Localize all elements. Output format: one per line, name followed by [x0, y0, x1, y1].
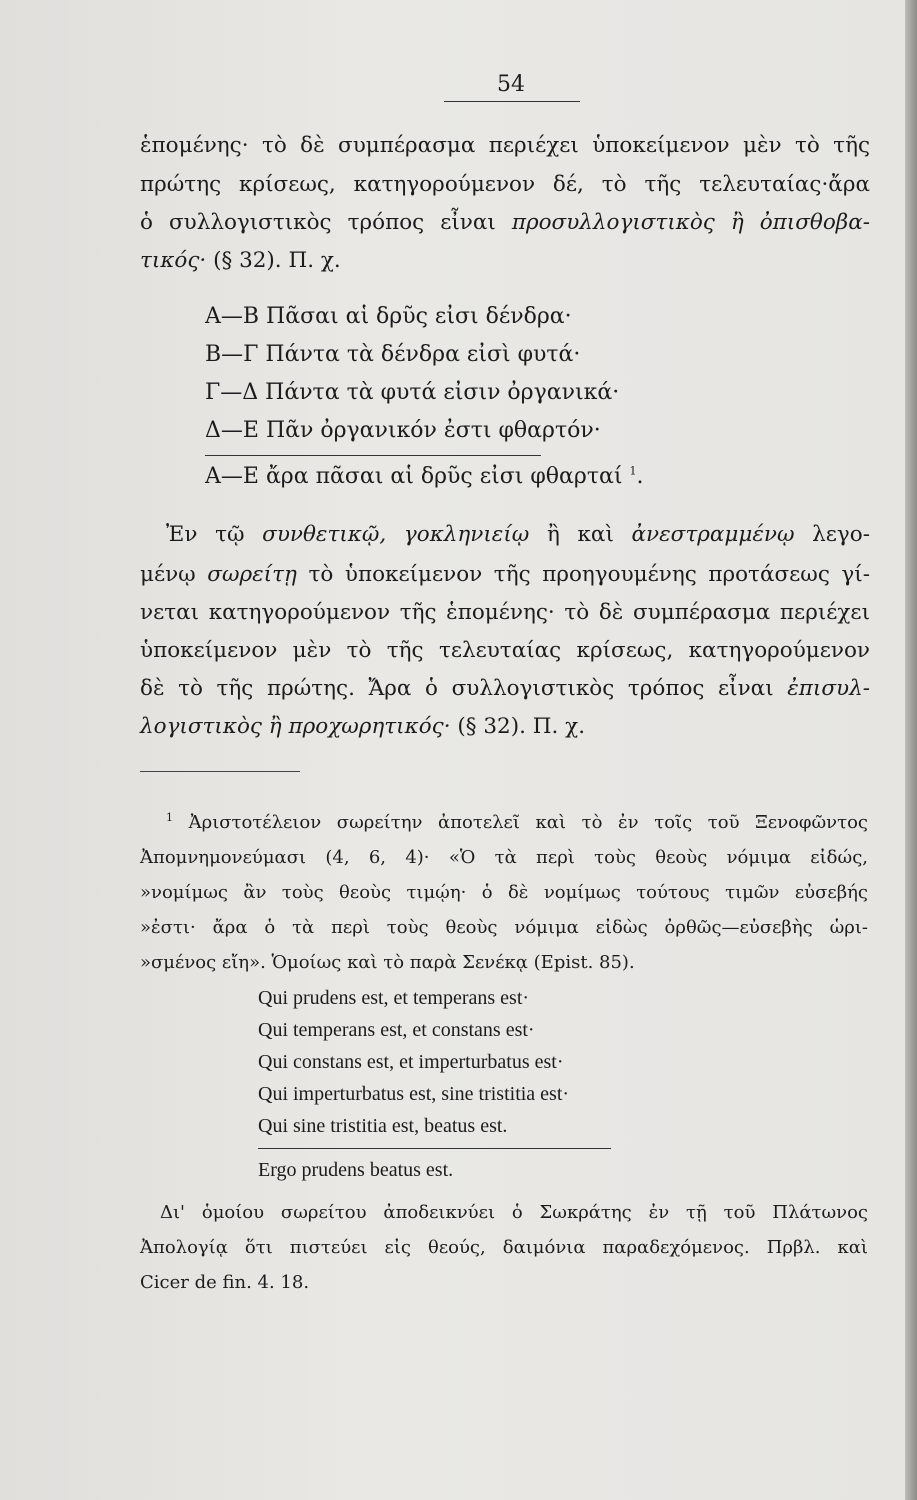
syllogism-premise: Α—Β Πᾶσαι αἱ δρῦς εἰσι δένδρα·	[205, 304, 572, 329]
latin-line: Qui temperans est, et constans est·	[258, 1019, 535, 1041]
paragraph2-line-1	[166, 520, 870, 550]
footnote-line-5: »σμένος εἴη». Ὁμοίως καὶ τὸ παρὰ Σενέκᾳ (Epist. 85).	[140, 952, 635, 973]
paragraph2-line-6	[140, 712, 870, 742]
footnote-mark: 1	[166, 811, 173, 824]
paragraph2-line-4: ὑποκείμενον μὲν τὸ τῆς τελευταίας κρίσεως, κατηγορούμενον	[140, 638, 870, 663]
latin-conclusion: Ergo prudens beatus est.	[258, 1159, 454, 1181]
closing-line-1: Δι' ὁμοίου σωρείτου ἀποδεικνύει ὁ Σωκράτης ἐν τῇ τοῦ Πλάτωνος	[160, 1202, 868, 1223]
paragraph2-line-3: νεται κατηγορούμενον τῆς ἑπομένης· τὸ δὲ συμπέρασμα περιέχει	[140, 600, 870, 625]
footnote-rule	[140, 771, 300, 772]
syllogism-premise: Γ—Δ Πάντα τὰ φυτά εἰσιν ὀργανικά·	[205, 380, 620, 405]
text-run: τὸ ὑποκείμενον τῆς προηγουμένης προτάσεως γί-	[308, 562, 870, 587]
emphasis-term: λογιστικὸς ἢ προχωρητικός·	[140, 714, 451, 739]
conclusion-text: Α—Ε ἄρα πᾶσαι αἱ δρῦς εἰσι φθαρταί	[205, 464, 623, 489]
latin-line: Qui sine tristitia est, beatus est.	[258, 1115, 508, 1137]
header-rule	[444, 101, 580, 102]
footnote-reference: 1	[629, 464, 637, 478]
paragraph1-line-1: ἑπομένης· τὸ δὲ συμπέρασμα περιέχει ὑποκείμενον μὲν τὸ τῆς	[140, 133, 870, 158]
text-run: δὲ τὸ τῆς πρώτης. Ἄρα ὁ συλλογιστικὸς τρόπος εἶναι	[140, 676, 774, 701]
emphasis-term: συνθετικῷ, γοκληνιείῳ	[262, 522, 530, 547]
footnote-line-2: Ἀπομνημονεύμασι (4, 6, 4)· «Ὁ τὰ περὶ τοὺς θεοὺς νόμιμα εἰδώς,	[140, 847, 868, 868]
text-run: μένῳ	[140, 562, 196, 587]
text-run: (§ 32). Π. χ.	[213, 248, 341, 273]
syllogism-rule	[205, 455, 541, 456]
paragraph2-line-2	[140, 560, 870, 590]
paragraph1-line-3	[140, 208, 870, 238]
latin-line: Qui prudens est, et temperans est·	[258, 987, 530, 1009]
syllogism-conclusion: Α—Ε ἄρα πᾶσαι αἱ δρῦς εἰσι φθαρταί $^1$.	[205, 464, 644, 489]
footnote-line-1	[166, 808, 868, 838]
text-run: (§ 32). Π. χ.	[457, 714, 586, 739]
syllogism-premise: Β—Γ Πάντα τὰ δένδρα εἰσὶ φυτά·	[205, 342, 581, 367]
emphasis-term: τικός·	[140, 248, 207, 273]
text-run: ὁ συλλογιστικὸς τρόπος εἶναι	[140, 210, 496, 235]
latin-rule	[258, 1148, 611, 1149]
emphasis-term: ἐπισυλ-	[787, 676, 870, 701]
paragraph2-line-5	[140, 674, 870, 704]
latin-line: Qui imperturbatus est, sine tristitia est·	[258, 1083, 570, 1105]
closing-line-2: Ἀπολογίᾳ ὅτι πιστεύει εἰς θεούς, δαιμόνια παραδεχόμενος. Πρβλ. καὶ	[140, 1237, 868, 1258]
closing-line-3: Cicer de fin. 4. 18.	[140, 1272, 310, 1293]
text-run: Ἀριστοτέλειον σωρείτην ἀποτελεῖ καὶ τὸ ἐν τοῖς τοῦ Ξενοφῶντος	[188, 812, 868, 833]
text-run: λεγο-	[812, 522, 870, 547]
emphasis-term: ἀνεστραμμένῳ	[631, 522, 795, 547]
page-number: 54	[497, 72, 525, 97]
emphasis-term: σωρείτῃ	[207, 562, 297, 587]
text-run: Ἐν τῷ	[166, 522, 245, 547]
text-run: ἢ καὶ	[546, 522, 614, 547]
emphasis-term: προσυλλογιστικὸς ἢ ὀπισθοβα-	[511, 210, 871, 235]
latin-line: Qui constans est, et imperturbatus est·	[258, 1051, 564, 1073]
footnote-line-4: »ἐστι· ἄρα ὁ τὰ περὶ τοὺς θεοὺς νόμιμα εἰδὼς ὀρθῶς—εὐσεβὴς ὡρι-	[140, 917, 868, 938]
syllogism-premise: Δ—Ε Πᾶν ὀργανικόν ἐστι φθαρτόν·	[205, 418, 601, 443]
page-edge	[905, 0, 917, 1500]
footnote-line-3: »νομίμως ἂν τοὺς θεοὺς τιμῴη· ὁ δὲ νομίμως τούτους τιμῶν εὐσεβής	[140, 882, 868, 903]
paragraph1-line-2: πρώτης κρίσεως, κατηγορούμενον δέ, τὸ τῆς τελευταίας·ἄρα	[140, 172, 870, 197]
paragraph1-line-4	[140, 246, 870, 276]
